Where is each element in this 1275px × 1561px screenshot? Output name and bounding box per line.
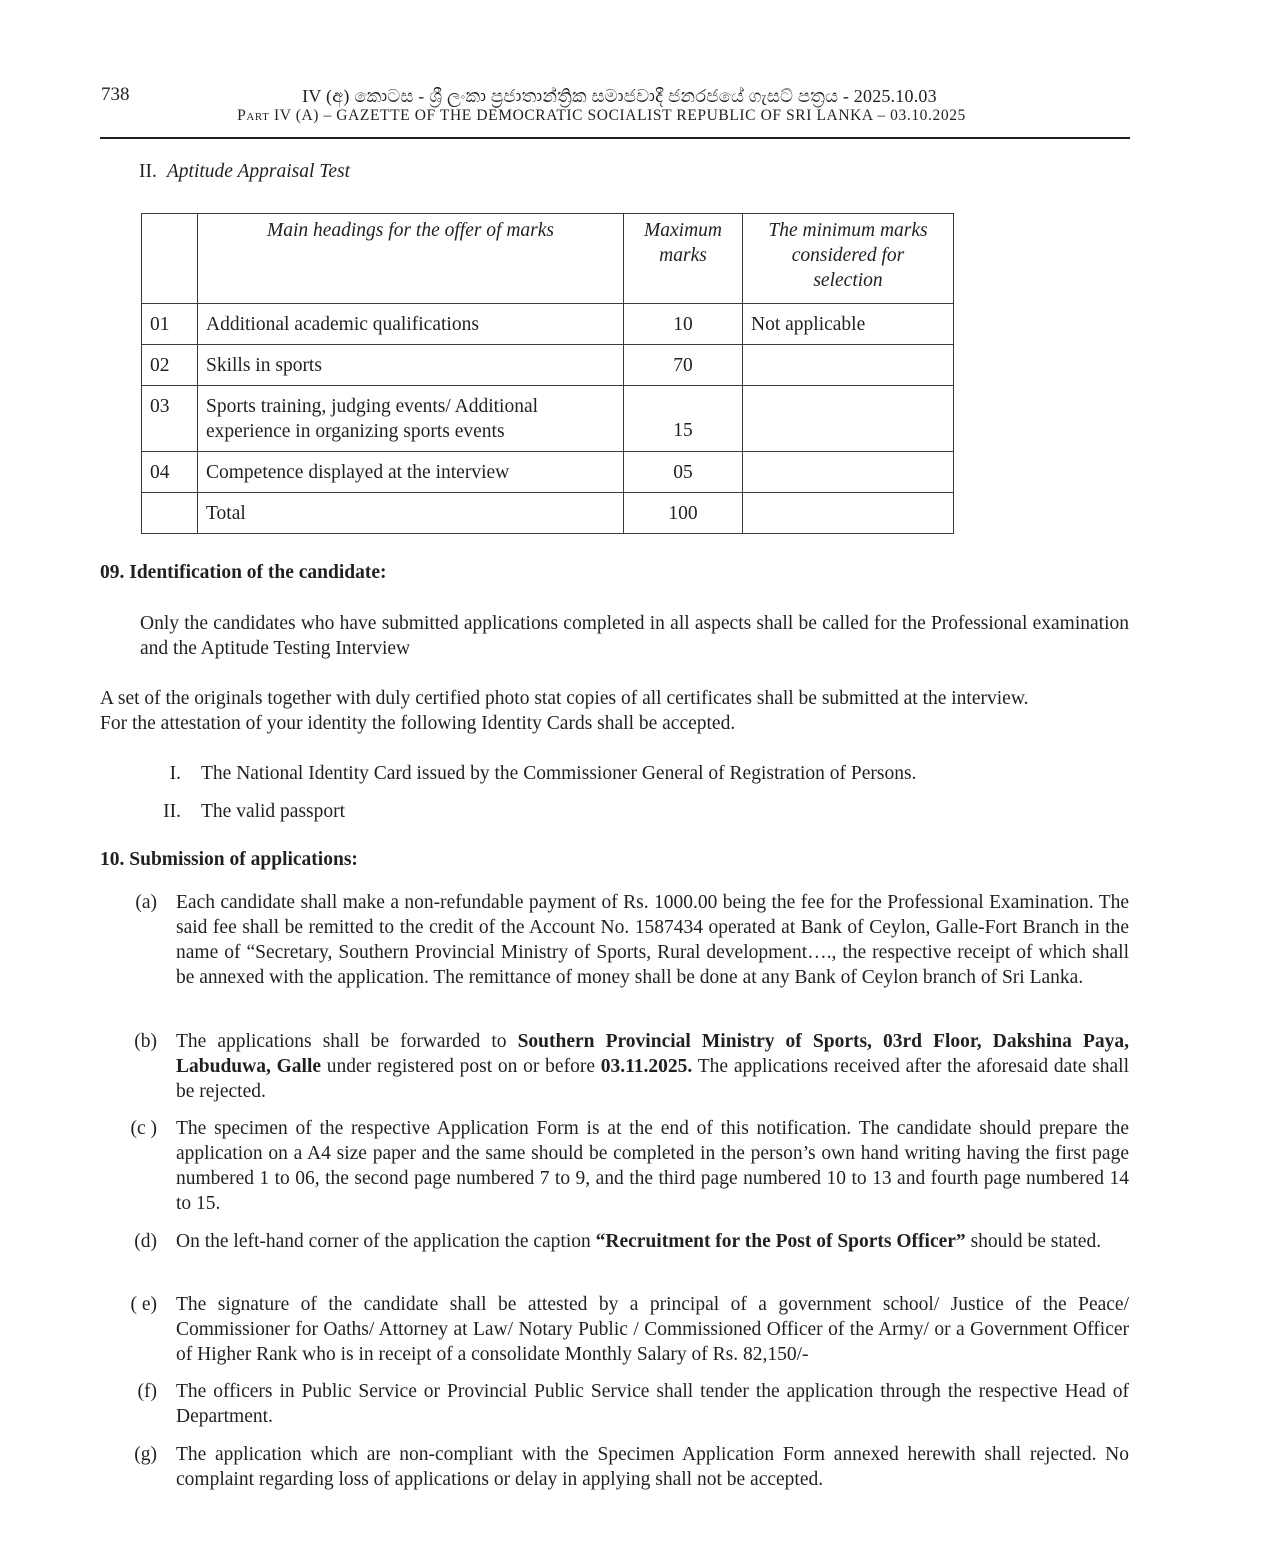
gazette-title-sinhala <box>0 86 1275 107</box>
total-max: 100 <box>624 493 743 534</box>
id-item <box>100 761 1129 786</box>
id-item <box>100 799 1129 824</box>
header-min-marks <box>743 214 954 304</box>
item-text <box>176 1229 1129 1254</box>
section-09-para2-line2: For the attestation of your identity the following Identity Cards shall be accepted. <box>100 713 736 734</box>
item-text: The signature of the candidate shall be attested by a principal of a government school/ Justice of the Peace/ Commissioner for Oaths/ Attorney at Law/ Notary Public / Commissioned Officer of the Army/ or a Government Officer of Higher Rank who is in receipt of a consolidate Monthly Salary of Rs. 82,150/- <box>176 1294 1129 1365</box>
submission-item-e <box>100 1292 1129 1367</box>
aptitude-title-text: Aptitude Appraisal Test <box>166 161 350 182</box>
section-09-title: 09. Identification of the candidate: <box>100 562 387 583</box>
table-header-row <box>142 214 954 304</box>
row-max: 15 <box>624 386 743 452</box>
total-min <box>743 493 954 534</box>
submission-item-g <box>100 1442 1129 1492</box>
header-rule <box>100 137 1130 139</box>
header-heading: Main headings for the offer of marks <box>198 214 624 304</box>
ministry-address: Southern Provincial Ministry of Sports, 03rd Floor, Dakshina Paya, Labuduwa, Galle <box>176 1031 1129 1077</box>
header-min-marks-text: The minimum marks considered for selection <box>768 220 928 291</box>
item-label: (a) <box>135 892 157 913</box>
item-text: The application which are non-compliant with the Specimen Application Form annexed herewith shall rejected. No complaint regarding loss of applications or delay in applying shall not be accepted. <box>176 1444 1129 1490</box>
id-item-text: The National Identity Card issued by the Commissioner General of Registration of Persons. <box>201 763 917 784</box>
submission-item-d <box>100 1229 1129 1279</box>
item-label: (d) <box>134 1231 157 1252</box>
item-label: (f) <box>137 1381 157 1402</box>
section-09-para1: Only the candidates who have submitted applications completed in all aspects shall be called for the Professional examination and the Aptitude Testing Interview <box>140 613 1129 659</box>
id-item-label: I. <box>169 763 181 784</box>
table-row <box>142 304 954 345</box>
item-text-part: The applications shall be forwarded to <box>176 1031 518 1052</box>
header-max-marks-text: Maximum marks <box>644 220 722 266</box>
row-heading <box>198 386 624 452</box>
deadline-date: 03.11.2025. <box>600 1056 693 1077</box>
page-number: 738 <box>101 84 130 105</box>
row-max: 70 <box>624 345 743 386</box>
item-text-part: On the left-hand corner of the application the caption <box>176 1231 596 1252</box>
row-min <box>743 345 954 386</box>
gazette-title-sinhala-text: IV (අ) කොටස - ශ්‍රී ලංකා ප්‍රජාතාන්ත්‍රික සමාජවාදී ජනරජයේ ගැසට් පත්‍රය - 2025.10.03 <box>302 86 937 106</box>
marks-table <box>141 213 954 534</box>
gazette-title-english <box>0 107 1275 125</box>
item-label: (b) <box>134 1031 157 1052</box>
aptitude-numeral: II. <box>139 161 157 182</box>
item-label: (c ) <box>130 1118 157 1139</box>
row-heading: Additional academic qualifications <box>198 304 624 345</box>
item-label: ( e) <box>130 1294 157 1315</box>
item-text-part: under registered post on or before <box>321 1056 601 1077</box>
row-max: 10 <box>624 304 743 345</box>
section-10-title: 10. Submission of applications: <box>100 849 358 870</box>
id-item-text: The valid passport <box>201 801 346 822</box>
table-row <box>142 345 954 386</box>
table-total-row <box>142 493 954 534</box>
gazette-title-english-text <box>237 107 984 124</box>
item-text: Each candidate shall make a non-refundable payment of Rs. 1000.00 being the fee for the Professional Examination. The said fee shall be remitted to the credit of the Account No. 1587434 operated at Bank of Ceylon, Galle-Fort Branch in the name of “Secretary, Southern Provincial Ministry of Sports, Rural development…., the respective receipt of which shall be annexed with the application. The remittance of money shall be done at any Bank of Ceylon branch of Sri Lanka. <box>176 892 1129 988</box>
gazette-title-rest: IV (A) – GAZETTE OF THE DEMOCRATIC SOCIALIST REPUBLIC OF SRI LANKA – 03.10.2025 <box>269 107 966 124</box>
row-heading-text: Sports training, judging events/ Additional experience in organizing sports events <box>206 396 539 442</box>
total-no <box>142 493 198 534</box>
row-min: Not applicable <box>743 304 954 345</box>
id-item-label: II. <box>163 801 181 822</box>
item-text-part: The applications received after the aforesaid date shall be rejected. <box>176 1056 1129 1102</box>
item-text: The specimen of the respective Application Form is at the end of this notification. The candidate should prepare the application on a A4 size paper and the same should be completed in the person’s own hand writing having the first page numbered 1 to 06, the second page numbered 7 to 9, and the third page numbered 10 to 13 and fourth page numbered 14 to 15. <box>176 1118 1129 1214</box>
part-label: Part <box>237 107 270 124</box>
row-heading: Competence displayed at the interview <box>198 452 624 493</box>
header-no <box>142 214 198 304</box>
submission-item-a <box>100 890 1129 1015</box>
row-no: 03 <box>142 386 198 452</box>
item-label: (g) <box>134 1444 157 1465</box>
submission-item-c <box>100 1116 1129 1216</box>
row-min <box>743 452 954 493</box>
table-row <box>142 452 954 493</box>
item-text-part: should be stated. <box>965 1231 1102 1252</box>
row-heading: Skills in sports <box>198 345 624 386</box>
submission-item-f <box>100 1379 1129 1429</box>
aptitude-title <box>139 161 350 183</box>
item-text: The officers in Public Service or Provincial Public Service shall tender the application through the respective Head of Department. <box>176 1381 1129 1427</box>
row-max: 05 <box>624 452 743 493</box>
header-max-marks <box>624 214 743 304</box>
total-label: Total <box>198 493 624 534</box>
row-no: 02 <box>142 345 198 386</box>
submission-item-b <box>100 1029 1129 1104</box>
item-text <box>176 1029 1129 1104</box>
row-no: 04 <box>142 452 198 493</box>
section-09-para2-line1: A set of the originals together with duly certified photo stat copies of all certificates shall be submitted at the interview. <box>100 688 1029 709</box>
table-row <box>142 386 954 452</box>
section-09-para2 <box>100 686 1129 736</box>
row-no: 01 <box>142 304 198 345</box>
row-min <box>743 386 954 452</box>
caption-text: “Recruitment for the Post of Sports Officer” <box>595 1231 966 1252</box>
